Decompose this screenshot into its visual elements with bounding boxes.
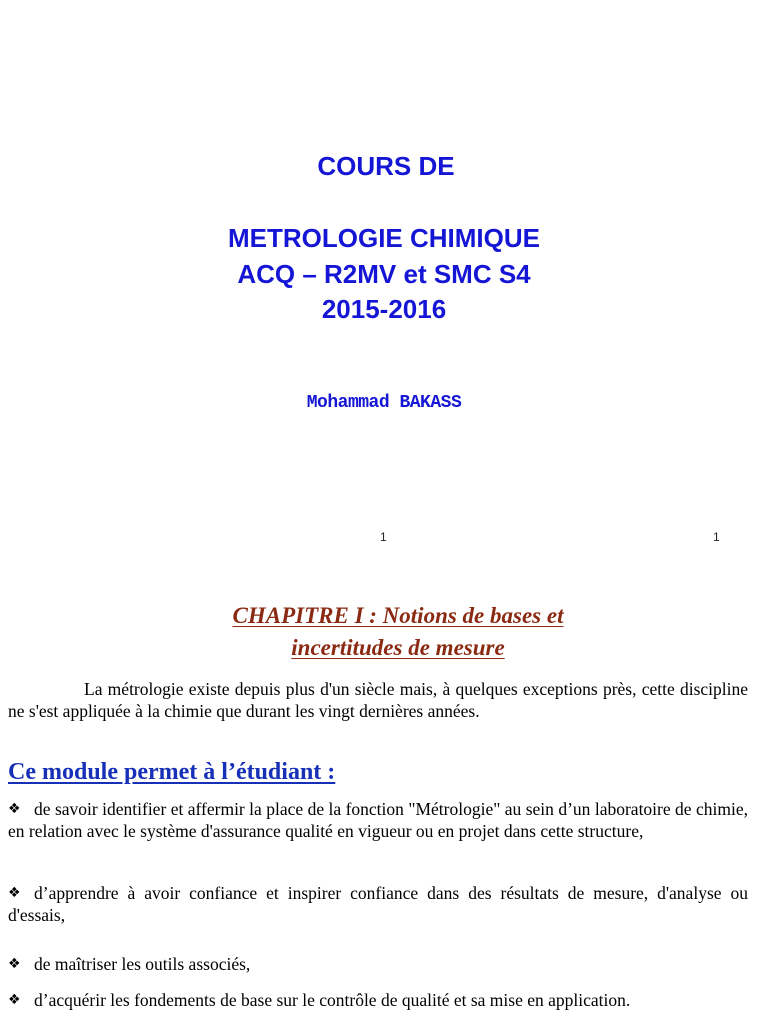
chapter-title-line-2: incertitudes de mesure (291, 635, 505, 660)
list-item-text: d’apprendre à avoir confiance et inspirer confiance dans des résultats de mesure, d'analyse ou d'essais, (8, 883, 748, 925)
chapter-title-line-1: CHAPITRE I : Notions de bases et (232, 603, 564, 628)
course-label: COURS DE (317, 151, 455, 181)
diamond-bullet-icon: ❖ (8, 801, 21, 817)
diamond-bullet-icon: ❖ (8, 992, 21, 1008)
module-heading: Ce module permet à l’étudiant : (8, 759, 336, 785)
academic-year: 2015-2016 (321, 294, 447, 324)
course-programs: ACQ – R2MV et SMC S4 (237, 259, 531, 289)
diamond-bullet-icon: ❖ (8, 885, 21, 901)
author-name: Mohammad BAKASS (306, 393, 462, 413)
list-item-text: de savoir identifier et affermir la place de la fonction "Métrologie" au sein d’un laboratoire de chimie, en relation avec le système d'assurance qualité en vigueur ou en projet dans cette structure, (8, 799, 748, 841)
diamond-bullet-icon: ❖ (8, 956, 21, 972)
page-number: 1 (713, 530, 720, 544)
list-item (8, 953, 748, 975)
page-number: 1 (380, 530, 387, 544)
list-item (8, 882, 748, 926)
list-item (8, 798, 748, 842)
intro-text: La métrologie existe depuis plus d'un siècle mais, à quelques exceptions près, cette discipline ne s'est appliquée à la chimie que durant les vingt dernières années. (8, 679, 748, 721)
list-item (8, 989, 748, 1011)
list-item-text: de maîtriser les outils associés, (34, 954, 251, 974)
intro-paragraph (8, 678, 748, 722)
course-title: METROLOGIE CHIMIQUE (228, 223, 540, 253)
list-item-text: d’acquérir les fondements de base sur le contrôle de qualité et sa mise en application. (34, 990, 631, 1010)
